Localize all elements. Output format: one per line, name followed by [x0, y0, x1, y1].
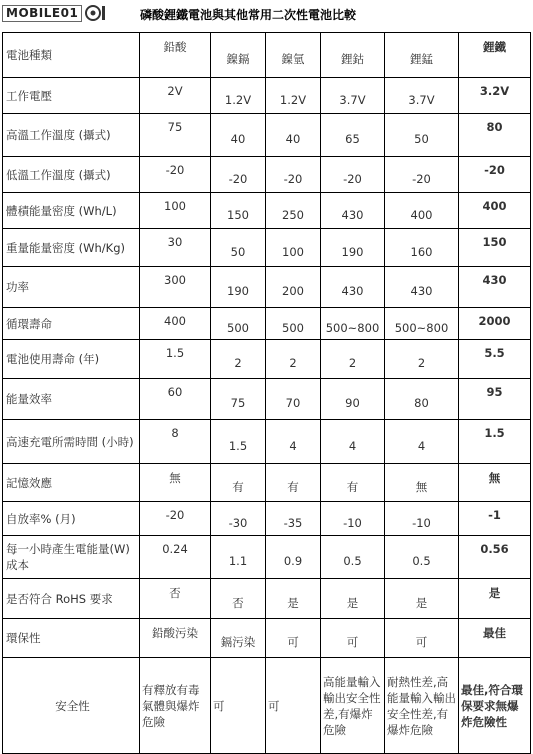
table-cell: 可 — [385, 619, 459, 658]
cell-lifepo4: 最佳,符合環保要求無爆炸危險性 — [459, 658, 531, 754]
table-cell: 可 — [211, 658, 266, 754]
table-cell: 500~800 — [321, 308, 385, 340]
page-title: 磷酸鋰鐵電池與其他常用二次性電池比較 — [140, 8, 357, 22]
cell-lead-acid: -20 — [140, 502, 211, 536]
table-row — [3, 114, 531, 157]
table-cell: 500 — [211, 308, 266, 340]
cell-lifepo4: 是 — [459, 579, 531, 619]
row-label: 高速充電所需時間 (小時) — [3, 420, 140, 464]
logo-mark-icon — [85, 4, 107, 22]
table-row — [3, 267, 531, 308]
table-cell: 2 — [211, 340, 266, 379]
cell-lead-acid: 0.24 — [140, 536, 211, 579]
cell-lead-acid: 2V — [140, 78, 211, 114]
table-cell: 190 — [321, 229, 385, 267]
table-cell: -35 — [266, 502, 321, 536]
row-label: 重量能量密度 (Wh/Kg) — [3, 229, 140, 267]
cell-lifepo4: 150 — [459, 229, 531, 267]
column-header: 鎳鎘 — [211, 33, 266, 78]
table-cell: 2 — [385, 340, 459, 379]
logo — [2, 2, 107, 24]
table-cell: -10 — [321, 502, 385, 536]
table-cell: -20 — [385, 157, 459, 193]
column-header: 鋰錳 — [385, 33, 459, 78]
table-cell: 4 — [321, 420, 385, 464]
table-cell: -30 — [211, 502, 266, 536]
table-cell: 160 — [385, 229, 459, 267]
table-cell: -20 — [211, 157, 266, 193]
row-label: 電池使用壽命 (年) — [3, 340, 140, 379]
table-cell: 是 — [321, 579, 385, 619]
row-label: 功率 — [3, 267, 140, 308]
table-cell: 有 — [211, 464, 266, 502]
cell-lead-acid: 100 — [140, 193, 211, 229]
table-cell: 1.2V — [211, 78, 266, 114]
table-cell: 430 — [321, 193, 385, 229]
cell-lead-acid: 75 — [140, 114, 211, 157]
table-cell: 可 — [266, 658, 321, 754]
table-row — [3, 619, 531, 658]
table-cell: 190 — [211, 267, 266, 308]
table-cell: 70 — [266, 379, 321, 420]
table-row — [3, 78, 531, 114]
row-label: 循環壽命 — [3, 308, 140, 340]
row-label: 工作電壓 — [3, 78, 140, 114]
table-cell: 40 — [211, 114, 266, 157]
table-cell: 200 — [266, 267, 321, 308]
cell-lead-acid: 400 — [140, 308, 211, 340]
row-label: 低溫工作溫度 (攝式) — [3, 157, 140, 193]
table-cell: 250 — [266, 193, 321, 229]
table-cell: 100 — [266, 229, 321, 267]
cell-lead-acid: 1.5 — [140, 340, 211, 379]
table-cell: 90 — [321, 379, 385, 420]
table-cell: -10 — [385, 502, 459, 536]
table-row — [3, 229, 531, 267]
table-cell: -20 — [266, 157, 321, 193]
cell-lifepo4: 無 — [459, 464, 531, 502]
cell-lifepo4: 1.5 — [459, 420, 531, 464]
table-row — [3, 420, 531, 464]
table-cell: 1.5 — [211, 420, 266, 464]
table-cell: 3.7V — [321, 78, 385, 114]
table-row — [3, 157, 531, 193]
column-header: 鎳氫 — [266, 33, 321, 78]
cell-lead-acid: 300 — [140, 267, 211, 308]
column-header: 電池種類 — [3, 33, 140, 78]
table-cell: 鎘污染 — [211, 619, 266, 658]
cell-lead-acid: 8 — [140, 420, 211, 464]
table-cell: 50 — [211, 229, 266, 267]
table-cell: 500 — [266, 308, 321, 340]
comparison-table — [2, 32, 531, 754]
table-cell: -20 — [321, 157, 385, 193]
table-cell: 是 — [266, 579, 321, 619]
cell-lead-acid: 鉛酸污染 — [140, 619, 211, 658]
table-cell: 75 — [211, 379, 266, 420]
cell-lifepo4: -1 — [459, 502, 531, 536]
logo-text: MOBILE01 — [2, 5, 82, 22]
table-cell: 可 — [321, 619, 385, 658]
column-header: 鋰鈷 — [321, 33, 385, 78]
table-cell: 0.5 — [321, 536, 385, 579]
table-row — [3, 658, 531, 754]
cell-lifepo4: 80 — [459, 114, 531, 157]
row-label: 能量效率 — [3, 379, 140, 420]
table-row — [3, 308, 531, 340]
table-row — [3, 502, 531, 536]
table-cell: 無 — [385, 464, 459, 502]
cell-lifepo4: 5.5 — [459, 340, 531, 379]
cell-lifepo4: -20 — [459, 157, 531, 193]
table-cell: 80 — [385, 379, 459, 420]
table-cell: 高能量輸入輸出安全性差,有爆炸危險 — [321, 658, 385, 754]
row-label: 自放率% (月) — [3, 502, 140, 536]
cell-lifepo4: 95 — [459, 379, 531, 420]
cell-lead-acid: 無 — [140, 464, 211, 502]
table-row — [3, 464, 531, 502]
table-cell: 有 — [266, 464, 321, 502]
table-cell: 3.7V — [385, 78, 459, 114]
table-cell: 有 — [321, 464, 385, 502]
header-row — [3, 33, 531, 78]
table-cell: 430 — [385, 267, 459, 308]
table-row — [3, 193, 531, 229]
row-label: 是否符合 RoHS 要求 — [3, 579, 140, 619]
row-label: 每一小時產生電能量(W) 成本 — [3, 536, 140, 579]
table-cell: 2 — [321, 340, 385, 379]
table-cell: 0.9 — [266, 536, 321, 579]
cell-lifepo4: 0.56 — [459, 536, 531, 579]
table-cell: 1.1 — [211, 536, 266, 579]
table-cell: 0.5 — [385, 536, 459, 579]
table-row — [3, 579, 531, 619]
table-cell: 可 — [266, 619, 321, 658]
cell-lifepo4: 3.2V — [459, 78, 531, 114]
cell-lead-acid: 否 — [140, 579, 211, 619]
row-label: 安全性 — [3, 658, 140, 754]
cell-lifepo4: 400 — [459, 193, 531, 229]
cell-lead-acid: -20 — [140, 157, 211, 193]
column-header-highlight: 鋰鐵 — [459, 33, 531, 78]
column-header: 鉛酸 — [140, 33, 211, 78]
table-row — [3, 340, 531, 379]
table-cell: 50 — [385, 114, 459, 157]
table-cell: 耐熱性差,高能量輸入輸出安全性差,有爆炸危險 — [385, 658, 459, 754]
table-cell: 150 — [211, 193, 266, 229]
row-label: 體積能量密度 (Wh/L) — [3, 193, 140, 229]
table-row — [3, 379, 531, 420]
table-cell: 40 — [266, 114, 321, 157]
table-cell: 500~800 — [385, 308, 459, 340]
table-cell: 1.2V — [266, 78, 321, 114]
table-cell: 65 — [321, 114, 385, 157]
table-cell: 430 — [321, 267, 385, 308]
table-row — [3, 536, 531, 579]
cell-lead-acid: 60 — [140, 379, 211, 420]
table-cell: 4 — [385, 420, 459, 464]
cell-lifepo4: 最佳 — [459, 619, 531, 658]
row-label: 環保性 — [3, 619, 140, 658]
cell-lifepo4: 2000 — [459, 308, 531, 340]
row-label: 高溫工作溫度 (攝式) — [3, 114, 140, 157]
table-cell: 400 — [385, 193, 459, 229]
table-cell: 4 — [266, 420, 321, 464]
cell-lead-acid: 30 — [140, 229, 211, 267]
table-cell: 2 — [266, 340, 321, 379]
row-label: 記憶效應 — [3, 464, 140, 502]
table-cell: 是 — [385, 579, 459, 619]
cell-lifepo4: 430 — [459, 267, 531, 308]
cell-lead-acid: 有釋放有毒氣體與爆炸危險 — [140, 658, 211, 754]
table-cell: 否 — [211, 579, 266, 619]
